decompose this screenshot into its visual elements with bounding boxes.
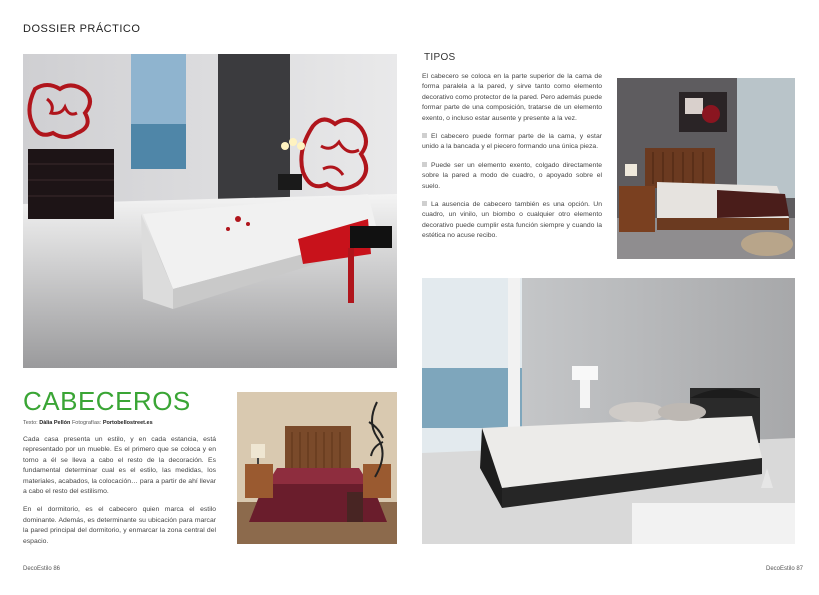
bullet-square-icon — [422, 201, 427, 206]
photo-black-leather-bed — [422, 278, 795, 544]
photo-wooden-headboard-bedroom — [237, 392, 397, 544]
intro-paragraph-1: Cada casa presenta un estilo, y en cada estancia, está representado por un mueble. Es el primero que se coloca y en torno a él se lleva a cabo el resto de la decoración. Es fundamental determinar cual es el estilo, las medidas, los materiales, acabados, la colocación… para a partir de ahí llevar a cabo el resto del estilismo. — [23, 436, 216, 496]
photo-red-headboard-bedroom — [23, 54, 397, 368]
types-bullet-1-text: El cabecero puede formar parte de la cama, y estar unido a la bancada y el piecero formando una única pieza. — [422, 133, 602, 151]
bullet-square-icon — [422, 133, 427, 138]
types-text — [422, 72, 602, 250]
credits-author: Dàlia Pellón — [39, 420, 71, 426]
article-title: CABECEROS — [23, 386, 191, 416]
bullet-square-icon — [422, 162, 427, 167]
credits-photo-source: Portobellostreet.es — [102, 420, 153, 426]
footer-left-page-number: DecoEstilo 86 — [23, 566, 61, 572]
credits-text-label: Texto: — [23, 420, 38, 426]
section-title: DOSSIER PRÁCTICO — [23, 23, 141, 35]
types-bullet-3 — [422, 200, 602, 242]
article-credits — [23, 420, 153, 426]
types-title: TIPOS — [424, 52, 456, 63]
intro-paragraph-2: En el dormitorio, es el cabecero quien marca el estilo dominante. Además, es determinante su ubicación para marcar la pared principal del dormitorio, y enmarcar la zona central del espacio. — [23, 506, 216, 545]
footer-right-page-number: DecoEstilo 87 — [766, 566, 804, 572]
types-bullet-1 — [422, 132, 602, 153]
intro-text — [23, 435, 216, 555]
types-bullet-3-text: La ausencia de cabecero también es una opción. Un cuadro, un vinilo, un biombo o cualquier otro elemento decorativo puede cumplir esta función siempre y cuando la estética no acuse recibo. — [422, 201, 602, 240]
types-bullet-2 — [422, 161, 602, 192]
photo-dark-wood-bed — [617, 78, 795, 259]
types-paragraph: El cabecero se coloca en la parte superior de la cama de forma paralela a la pared, y sirve tanto como elemento decorativo como protector de la pared. Pero además puede formar parte de una composición, tratarse de un elemento exento, o incluso estar ausente y presente a la vez. — [422, 73, 602, 122]
types-bullet-2-text: Puede ser un elemento exento, colgado directamente sobre la pared a modo de cuadro, o apoyado sobre el suelo. — [422, 161, 602, 190]
credits-photo-label: Fotografías: — [71, 420, 102, 426]
